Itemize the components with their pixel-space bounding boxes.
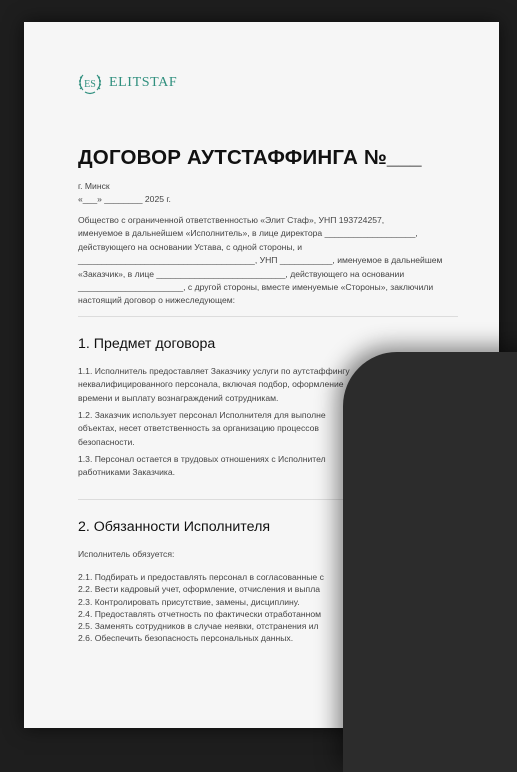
preamble-line: Общество с ограниченной ответственностью «Элит Стаф», УНП 193724257, — [78, 215, 385, 225]
preamble-line: «Заказчик», в лице ___________________________, действующего на основании — [78, 268, 405, 279]
company-name: ELITSTAF — [109, 75, 178, 90]
clause-line: неквалифицированного персонала, включая подбор, оформление — [78, 379, 344, 390]
svg-text:ES: ES — [84, 79, 96, 90]
section-heading: 1. Предмет договора — [78, 336, 216, 352]
clause-line: безопасности. — [78, 436, 135, 447]
list-item: 2.4. Предоставлять отчетность по фактически отработанном — [78, 608, 322, 619]
list-item: 2.2. Вести кадровый учет, оформление, отчисления и выпла — [78, 584, 320, 595]
clause-line: 1.3. Персонал остается в трудовых отношениях с Исполнител — [78, 454, 326, 464]
clause-line: 1.2. Заказчик использует персонал Исполнителя для выполне — [78, 410, 326, 420]
clause-line: времени и выплату вознаграждений сотрудникам. — [78, 392, 279, 403]
contract-date: «___» ________ 2025 г. — [78, 194, 171, 204]
divider — [78, 316, 458, 317]
preamble-line: именуемое в дальнейшем «Исполнитель», в лице директора ___________________, — [78, 228, 418, 239]
clause-line: работниками Заказчика. — [78, 467, 176, 478]
city: г. Минск — [78, 181, 110, 191]
section-heading: 2. Обязанности Исполнителя — [78, 519, 271, 535]
section-intro: Исполнитель обязуется: — [78, 549, 175, 559]
list-item: 2.3. Контролировать присутствие, замены, дисциплину. — [78, 596, 300, 607]
clause-line: 1.1. Исполнитель предоставляет Заказчику услуги по аутстаффингу — [78, 366, 350, 376]
document-title: ДОГОВОР АУТСТАФФИНГА №___ — [78, 146, 422, 169]
clause-line: объектах, несет ответственность за организацию процессов — [78, 423, 319, 434]
list-item: 2.1. Подбирать и предоставлять персонал в согласованные с — [78, 572, 324, 582]
preamble — [78, 214, 478, 308]
preamble-line: действующего на основании Устава, с одной стороны, и — [78, 241, 303, 252]
list-item: 2.5. Заменять сотрудников в случае неявки, отстранения ил — [78, 621, 319, 632]
list-item: 2.6. Обеспечить безопасность персональных данных. — [78, 633, 294, 644]
preamble-line: настоящий договор о нижеследующем: — [78, 295, 236, 306]
laurel-monogram-icon — [77, 70, 103, 96]
company-logo — [77, 70, 177, 96]
preamble-line: ______________________, с другой стороны, вместе именуемые «Стороны», заключили — [78, 282, 434, 293]
preamble-line: _____________________________________, УНП ___________, именуемое в дальнейшем — [78, 255, 443, 266]
dark-overlay-card — [343, 352, 517, 772]
